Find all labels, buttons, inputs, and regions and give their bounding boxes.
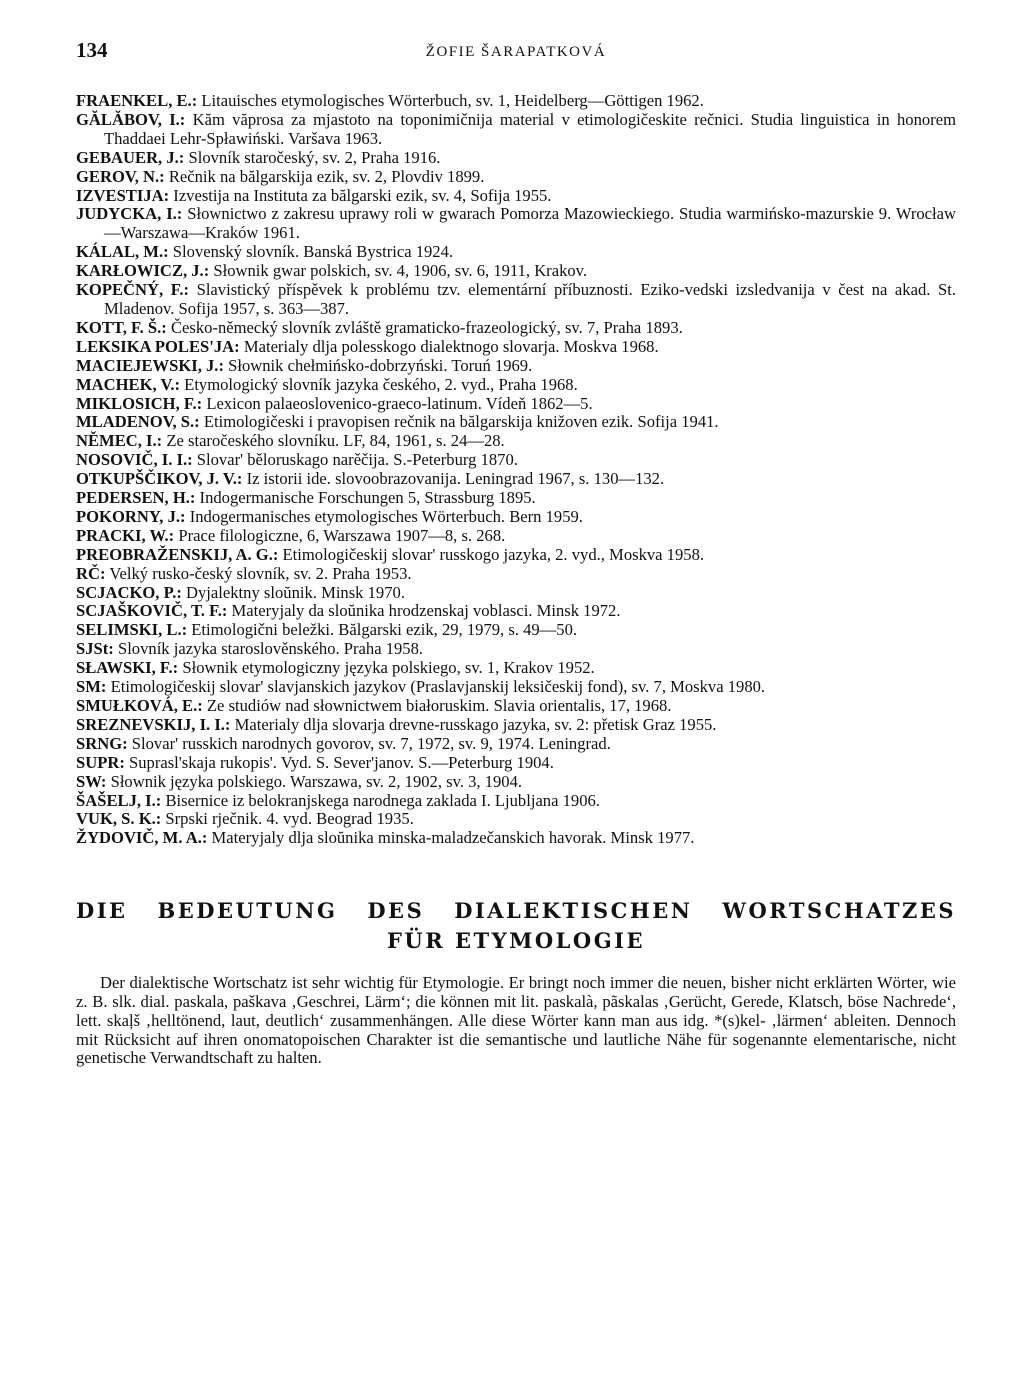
entry-author: SUPR: <box>76 752 125 772</box>
bibliography-entry <box>76 470 956 489</box>
bibliography-entry <box>76 508 956 527</box>
page-number: 134 <box>76 38 108 62</box>
entry-author: FRAENKEL, E.: <box>76 91 198 110</box>
bibliography-entry <box>76 111 956 149</box>
entry-text: Velký rusko-český slovník, sv. 2. Praha 1953. <box>105 563 412 583</box>
bibliography-entry <box>76 489 956 508</box>
entry-author: ŽYDOVIČ, M. A.: <box>76 828 208 848</box>
entry-text: Slovar' běloruskago narěčija. S.-Peterburg 1870. <box>192 450 518 470</box>
bibliography-entry <box>76 546 956 565</box>
entry-author: SW: <box>76 771 107 791</box>
bibliography-entry <box>76 395 956 414</box>
entry-author: SJSt: <box>76 639 114 659</box>
entry-author: SŁAWSKI, F.: <box>76 658 179 678</box>
bibliography-entry <box>76 773 956 792</box>
entry-author: VUK, S. K.: <box>76 809 162 829</box>
entry-text: Etymologický slovník jazyka českého, 2. vyd., Praha 1968. <box>180 374 578 394</box>
entry-text: Etimologičeski i pravopisen rečnik na bălgarskija knižoven ezik. Sofija 1941. <box>199 412 719 432</box>
entry-text: Dyjalektny sloŭnik. Minsk 1970. <box>181 582 405 602</box>
bibliography-entry <box>76 565 956 584</box>
entry-text: Materyjaly dlja sloŭnika minska-maladzečanskich havorak. Minsk 1977. <box>207 828 695 848</box>
entry-author: PEDERSEN, H.: <box>76 488 196 508</box>
bibliography-entry <box>76 262 956 281</box>
bibliography-entry <box>76 621 956 640</box>
entry-author: JUDYCKA, I.: <box>76 204 183 224</box>
entry-text: Słownik etymologiczny języka polskiego, sv. 1, Krakov 1952. <box>178 658 595 678</box>
bibliography-entry <box>76 527 956 546</box>
entry-author: MACHEK, V.: <box>76 374 181 394</box>
entry-author: PREOBRAŽENSKIJ, A. G.: <box>76 544 279 564</box>
bibliography-entry <box>76 810 956 829</box>
entry-text: Materialy dlja polesskogo dialektnogo slovarja. Moskva 1968. <box>239 336 659 356</box>
entry-author: OTKUPŠČIKOV, J. V.: <box>76 469 243 489</box>
bibliography-list <box>76 92 956 848</box>
entry-author: SCJACKO, P.: <box>76 582 182 602</box>
bibliography-entry <box>76 149 956 168</box>
entry-text: Prace filologiczne, 6, Warszawa 1907—8, s. 268. <box>174 525 506 545</box>
bibliography-entry <box>76 602 956 621</box>
entry-author: SELIMSKI, L.: <box>76 620 188 640</box>
entry-text: Slovar' russkich narodnych govorov, sv. 7, 1972, sv. 9, 1974. Leningrad. <box>127 733 611 753</box>
entry-text: Srpski rječnik. 4. vyd. Beograd 1935. <box>161 809 414 829</box>
entry-text: Ze staročeského slovníku. LF, 84, 1961, s. 24—28. <box>162 431 505 451</box>
entry-text: Kăm văprosa za mjastoto na toponimičnija material v etimologičeskite rečnici. Studia linguistica in honorem Thaddaei Lehr-Spławiński. Varšava 1963. <box>104 109 956 148</box>
bibliography-entry <box>76 413 956 432</box>
entry-text: Bisernice iz belokranjskega narodnega zaklada I. Ljubljana 1906. <box>161 790 600 810</box>
entry-text: Litauisches etymologisches Wörterbuch, sv. 1, Heidelberg—Göttigen 1962. <box>197 91 704 110</box>
entry-author: KARŁOWICZ, J.: <box>76 261 210 281</box>
entry-author: SRNG: <box>76 733 128 753</box>
entry-text: Etimologičeskij slovar' russkogo jazyka, 2. vyd., Moskva 1958. <box>278 544 705 564</box>
bibliography-entry <box>76 281 956 319</box>
entry-text: Slovník jazyka staroslověnského. Praha 1958. <box>113 639 424 659</box>
entry-author: SCJAŠKOVIČ, T. F.: <box>76 601 228 621</box>
entry-author: PRACKI, W.: <box>76 525 175 545</box>
bibliography-entry <box>76 754 956 773</box>
entry-text: Słownik języka polskiego. Warszawa, sv. 2, 1902, sv. 3, 1904. <box>106 771 523 791</box>
entry-author: NĚMEC, I.: <box>76 431 163 451</box>
entry-author: LEKSIKA POLES'JA: <box>76 336 240 356</box>
section-heading-line-1: DIE BEDEUTUNG DES DIALEKTISCHEN WORTSCHATZES <box>76 898 956 924</box>
entry-text: Słownik gwar polskich, sv. 4, 1906, sv. 6, 1911, Krakov. <box>209 261 588 281</box>
entry-text: Etimologičeskij slovar' slavjanskich jazykov (Praslavjanskij leksičeskij fond), sv. 7, Moskva 1980. <box>106 677 766 697</box>
entry-author: KOTT, F. Š.: <box>76 317 167 337</box>
bibliography-entry <box>76 735 956 754</box>
running-head: ŽOFIE ŠARAPATKOVÁ <box>425 44 607 60</box>
section-paragraph: Der dialektische Wortschatz ist sehr wichtig für Etymologie. Er bringt noch immer die neuen, bisher nicht erklärten Wörter, wie z. B. slk. dial. paskala, paškava ‚Geschrei, Lärm‘; die können mit lit. paskalà, pãskalas ‚Gerücht, Gerede, Klatsch, böse Nachrede‘, lett. skaļš ‚helltönend, laut, deutlich‘ zusammenhängen. Alle diese Wörter kann man aus idg. *(s)kel- ‚lärmen‘ ableiten. Dennoch mit Rücksicht auf ihren onomatopoischen Charakter ist die semantische und lautliche Nähe für sogenannte elementarische, nicht genetische Verwandtschaft zu halten. <box>76 973 956 1068</box>
section-heading <box>76 896 956 956</box>
entry-text: Ze studiów nad słownictwem białoruskim. Slavia orientalis, 17, 1968. <box>202 696 672 715</box>
bibliography-entry <box>76 168 956 187</box>
bibliography-entry <box>76 319 956 338</box>
entry-author: MACIEJEWSKI, J.: <box>76 355 224 375</box>
entry-author: MLADENOV, S.: <box>76 412 200 432</box>
entry-text: Slovník staročeský, sv. 2, Praha 1916. <box>184 147 441 167</box>
entry-text: Indogermanisches etymologisches Wörterbuch. Bern 1959. <box>185 506 583 526</box>
entry-text: Słownik chełmińsko-dobrzyński. Toruń 1969. <box>223 355 533 375</box>
entry-author: NOSOVIČ, I. I.: <box>76 450 193 470</box>
bibliography-entry <box>76 357 956 376</box>
bibliography-entry <box>76 697 956 716</box>
entry-text: Česko-německý slovník zvláště gramaticko-frazeologický, sv. 7, Praha 1893. <box>166 317 683 337</box>
bibliography-entry <box>76 92 956 111</box>
entry-author: RČ: <box>76 563 106 583</box>
entry-author: POKORNY, J.: <box>76 506 186 526</box>
bibliography-entry <box>76 338 956 357</box>
entry-author: IZVESTIJA: <box>76 185 170 205</box>
entry-text: Slavistický příspěvek k problému tzv. elementární příbuznosti. Eziko-vedski izsledvanija v čest na akad. St. Mladenov. Sofija 1957, s. 363—387. <box>104 280 956 318</box>
bibliography-entry <box>76 205 956 243</box>
entry-author: GEROV, N.: <box>76 166 165 186</box>
bibliography-entry <box>76 659 956 678</box>
bibliography-entry <box>76 829 956 848</box>
entry-author: GEBAUER, J.: <box>76 147 185 167</box>
entry-text: Izvestija na Instituta za bălgarski ezik, sv. 4, Sofija 1955. <box>169 185 552 205</box>
bibliography-entry <box>76 584 956 603</box>
entry-text: Indogermanische Forschungen 5, Strassburg 1895. <box>195 488 536 508</box>
entry-text: Etimologični beležki. Bălgarski ezik, 29, 1979, s. 49—50. <box>187 620 578 640</box>
entry-text: Slovenský slovník. Banská Bystrica 1924. <box>168 242 454 262</box>
book-page <box>76 30 956 1085</box>
bibliography-entry <box>76 187 956 206</box>
section-heading-line-2: FÜR ETYMOLOGIE <box>387 928 645 954</box>
entry-author: SREZNEVSKIJ, I. I.: <box>76 714 231 734</box>
entry-text: Słownictwo z zakresu uprawy roli w gwarach Pomorza Mazowieckiego. Studia warmińsko-mazurskie 9. Wrocław—Warszawa—Kraków 1961. <box>104 204 956 243</box>
entry-text: Materyjaly da sloŭnika hrodzenskaj voblasci. Minsk 1972. <box>227 601 621 621</box>
entry-text: Rečnik na bălgarskija ezik, sv. 2, Plovdiv 1899. <box>164 166 485 186</box>
entry-text: Suprasl'skaja rukopis'. Vyd. S. Sever'janov. S.—Peterburg 1904. <box>124 752 554 772</box>
bibliography-entry <box>76 792 956 811</box>
bibliography-entry <box>76 716 956 735</box>
entry-text: Iz istorii ide. slovoobrazovanija. Leningrad 1967, s. 130—132. <box>242 469 665 489</box>
page-header <box>76 30 956 70</box>
bibliography-entry <box>76 432 956 451</box>
entry-author: GĂLĂBOV, I.: <box>76 109 186 129</box>
bibliography-entry <box>76 243 956 262</box>
entry-author: SMUŁKOVÁ, E.: <box>76 696 203 715</box>
bibliography-entry <box>76 376 956 395</box>
entry-author: KOPEČNÝ, F.: <box>76 280 189 300</box>
entry-author: SM: <box>76 677 107 697</box>
entry-text: Materialy dlja slovarja drevne-russkago jazyka, sv. 2: přetisk Graz 1955. <box>230 714 717 734</box>
entry-author: KÁLAL, M.: <box>76 242 169 262</box>
bibliography-entry <box>76 451 956 470</box>
bibliography-entry <box>76 640 956 659</box>
entry-author: MIKLOSICH, F.: <box>76 393 203 413</box>
bibliography-entry <box>76 678 956 697</box>
entry-author: ŠAŠELJ, I.: <box>76 790 162 810</box>
entry-text: Lexicon palaeoslovenico-graeco-latinum. Vídeň 1862—5. <box>202 393 593 413</box>
